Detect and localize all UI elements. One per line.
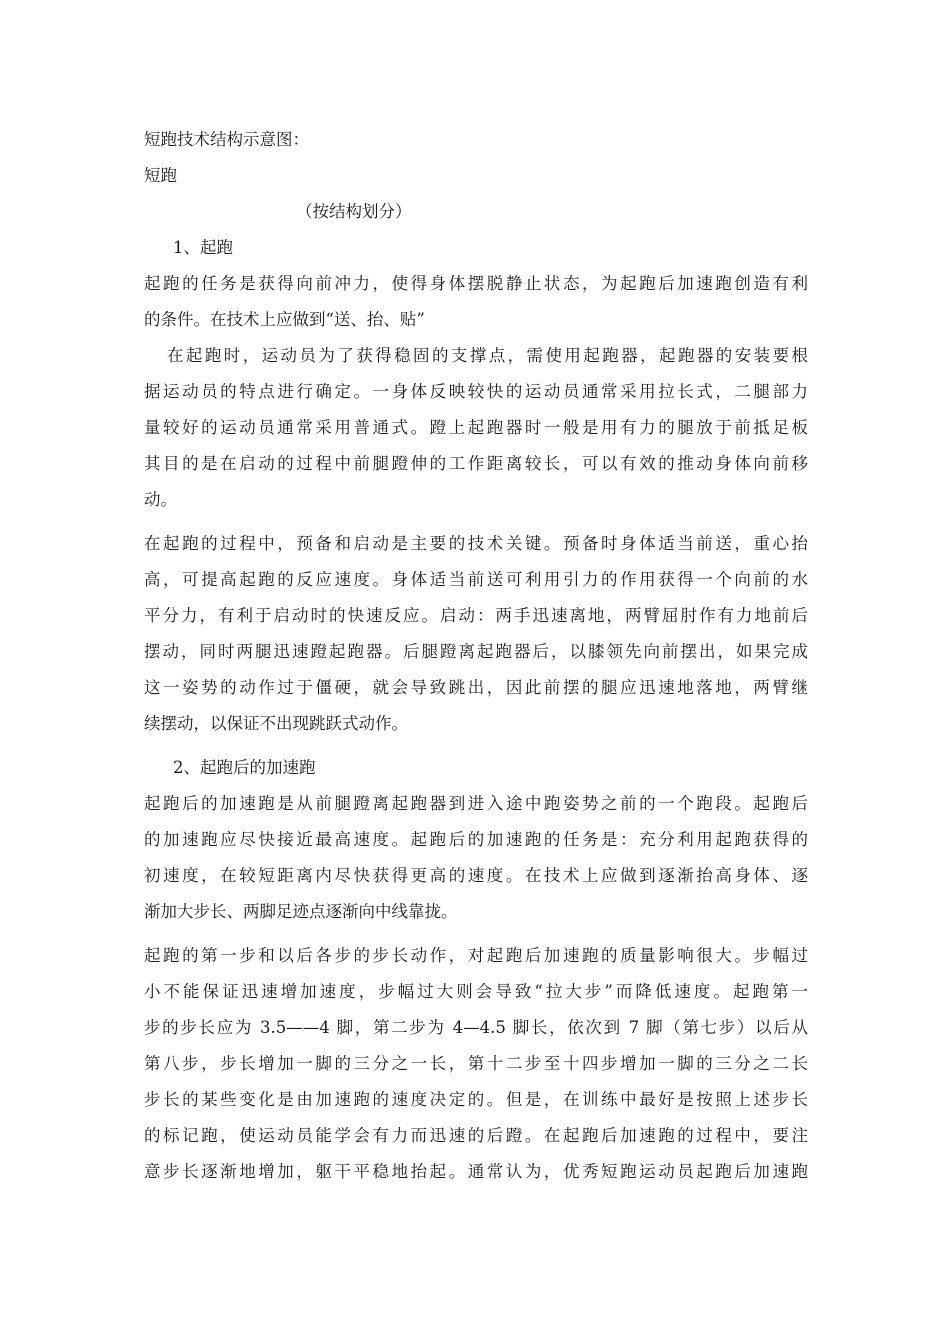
paragraph-line: 起跑的任务是获得向前冲力，使得身体摆脱静止状态，为起跑后加速跑创造有利 (144, 274, 808, 293)
paragraph-line: 的标记跑，使运动员能学会有力而迅速的后蹬。在起跑后加速跑的过程中，要注 (144, 1126, 808, 1145)
paragraph-line: 初速度，在较短距离内尽快获得更高的速度。在技术上应做到逐渐抬高身体、逐 (144, 866, 808, 885)
paragraph-line: 第八步，步长增加一脚的三分之一长，第十二步至十四步增加一脚的三分之二长 (144, 1054, 808, 1073)
section1-heading: 1、起跑 (173, 238, 233, 257)
diagram-title: 短跑技术结构示意图： (144, 130, 309, 149)
paragraph-line: 的条件。在技术上应做到“送、抬、贴” (144, 310, 425, 329)
paragraph-line: 渐加大步长、两脚足迹点逐渐向中线靠拢。 (144, 902, 458, 921)
paragraph-line: 步的步长应为 3.5——4 脚，第二步为 4—4.5 脚长，依次到 7 脚（第七步）以后从 (144, 1018, 808, 1037)
classification-note: （按结构划分） (296, 202, 412, 221)
paragraph-line: 据运动员的特点进行确定。一身体反映较快的运动员通常采用拉长式，二腿部力 (144, 382, 808, 401)
paragraph-line: 摆动，同时两腿迅速蹬起跑器。后腿蹬离起跑器后，以膝领先向前摆出，如果完成 (144, 642, 808, 661)
paragraph-line: 平分力，有利于启动时的快速反应。启动：两手迅速离地，两臂屈肘作有力地前后 (144, 606, 808, 625)
paragraph-line: 其目的是在启动的过程中前腿蹬伸的工作距离较长，可以有效的推动身体向前移 (144, 454, 808, 473)
root-node-label: 短跑 (144, 166, 177, 185)
paragraph-line: 起跑后的加速跑是从前腿蹬离起跑器到进入途中跑姿势之前的一个跑段。起跑后 (144, 794, 808, 813)
paragraph-line: 动。 (144, 490, 177, 509)
paragraph-line: 意步长逐渐地增加，躯干平稳地抬起。通常认为，优秀短跑运动员起跑后加速跑 (144, 1162, 808, 1181)
paragraph-line: 高，可提高起跑的反应速度。身体适当前送可利用引力的作用获得一个向前的水 (144, 570, 808, 589)
paragraph-line: 小不能保证迅速增加速度，步幅过大则会导致“拉大步”而降低速度。起跑第一 (144, 982, 808, 1001)
paragraph-line: 量较好的运动员通常采用普通式。蹬上起跑器时一般是用有力的腿放于前抵足板 (144, 418, 808, 437)
section2-heading: 2、起跑后的加速跑 (173, 758, 316, 777)
paragraph-line: 步长的某些变化是由加速跑的速度决定的。但是，在训练中最好是按照上述步长 (144, 1090, 808, 1109)
paragraph-line: 这一姿势的动作过于僵硬，就会导致跳出，因此前摆的腿应迅速地落地，两臂继 (144, 678, 808, 697)
paragraph-line: 在起跑时，运动员为了获得稳固的支撑点，需使用起跑器，起跑器的安装要根 (167, 346, 808, 365)
paragraph-line: 在起跑的过程中，预备和启动是主要的技术关键。预备时身体适当前送，重心抬 (144, 534, 808, 553)
paragraph-line: 的加速跑应尽快接近最高速度。起跑后的加速跑的任务是：充分利用起跑获得的 (144, 830, 808, 849)
paragraph-line: 续摆动，以保证不出现跳跃式动作。 (144, 714, 408, 733)
paragraph-line: 起跑的第一步和以后各步的步长动作，对起跑后加速跑的质量影响很大。步幅过 (144, 946, 808, 965)
